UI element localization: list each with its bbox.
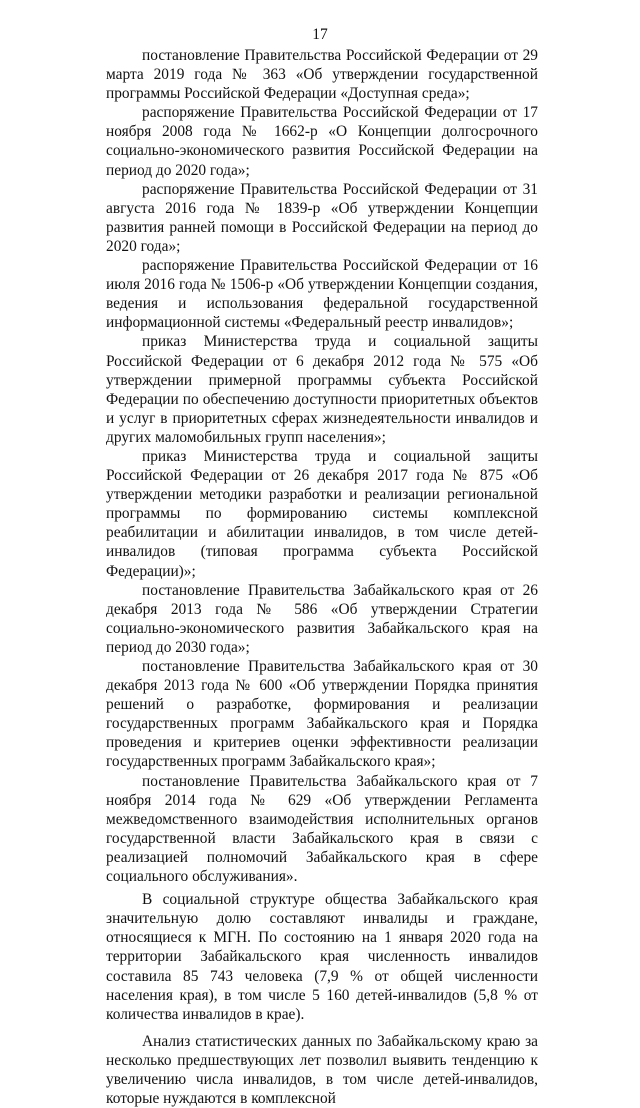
paragraph-legal-act: постановление Правительства Забайкальского края от 7 ноября 2014 года № 629 «Об утверждении Регламента межведомственного взаимодействия исполнительных органов государственной власти Забайкальского края в связи с реализацией полномочий Забайкальского края в сфере социального обслуживания». [106, 772, 538, 886]
paragraph-statistics-analysis: Анализ статистических данных по Забайкальскому краю за несколько предшествующих лет позволил выявить тенденцию к увеличению числа инвалидов, в том числе детей-инвалидов, которые нуждаются в комплексной [106, 1032, 538, 1108]
paragraph-legal-act: постановление Правительства Забайкальского края от 30 декабря 2013 года № 600 «Об утверждении Порядка принятия решений о разработке, формирования и реализации государственных программ Забайкальского края и Порядка проведения и критериев оценки эффективности реализации государственных программ Забайкальского края»; [106, 658, 538, 771]
paragraph-legal-act: приказ Министерства труда и социальной защиты Российской Федерации от 6 декабря 2012 года № 575 «Об утверждении примерной программы субъекта Российской Федерации по обеспечению доступности приоритетных объектов и услуг в приоритетных сферах жизнедеятельности инвалидов и других маломобильных групп населения»; [106, 333, 538, 446]
document-body [106, 46, 538, 1108]
paragraph-legal-act: распоряжение Правительства Российской Федерации от 31 августа 2016 года № 1839-р «Об утверждении Концепции развития ранней помощи в Российской Федерации на период до 2020 года»; [106, 180, 538, 255]
paragraph-legal-act: постановление Правительства Российской Федерации от 29 марта 2019 года № 363 «Об утверждении государственной программы Российской Федерации «Доступная среда»; [106, 47, 538, 103]
paragraph-legal-act: распоряжение Правительства Российской Федерации от 16 июля 2016 года № 1506-р «Об утверждении Концепции создания, ведения и использования федеральной государственной информационной системы «Федеральный реестр инвалидов»; [106, 257, 538, 332]
paragraph-social-structure: В социальной структуре общества Забайкальского края значительную долю составляют инвалиды и граждане, относящиеся к МГН. По состоянию на 1 января 2020 года на территории Забайкальского края численность инвалидов составила 85 743 человека (7,9 % от общей численности населения края), в том числе 5 160 детей-инвалидов (5,8 % от количества инвалидов в крае). [106, 891, 538, 1023]
page-number: 17 [312, 26, 328, 43]
paragraph-legal-act: приказ Министерства труда и социальной защиты Российской Федерации от 26 декабря 2017 года № 875 «Об утверждении методики разработки и реализации региональной программы по формированию системы комплексной реабилитации и абилитации инвалидов, в том числе детей-инвалидов (типовая программа субъекта Российской Федерации)»; [106, 447, 538, 580]
paragraph-legal-act: постановление Правительства Забайкальского края от 26 декабря 2013 года № 586 «Об утверждении Стратегии социально-экономического развития Забайкальского края на период до 2030 года»; [106, 581, 538, 656]
paragraph-legal-act: распоряжение Правительства Российской Федерации от 17 ноября 2008 года № 1662-р «О Концепции долгосрочного социально-экономического развития Российской Федерации на период до 2020 года»; [106, 104, 538, 179]
